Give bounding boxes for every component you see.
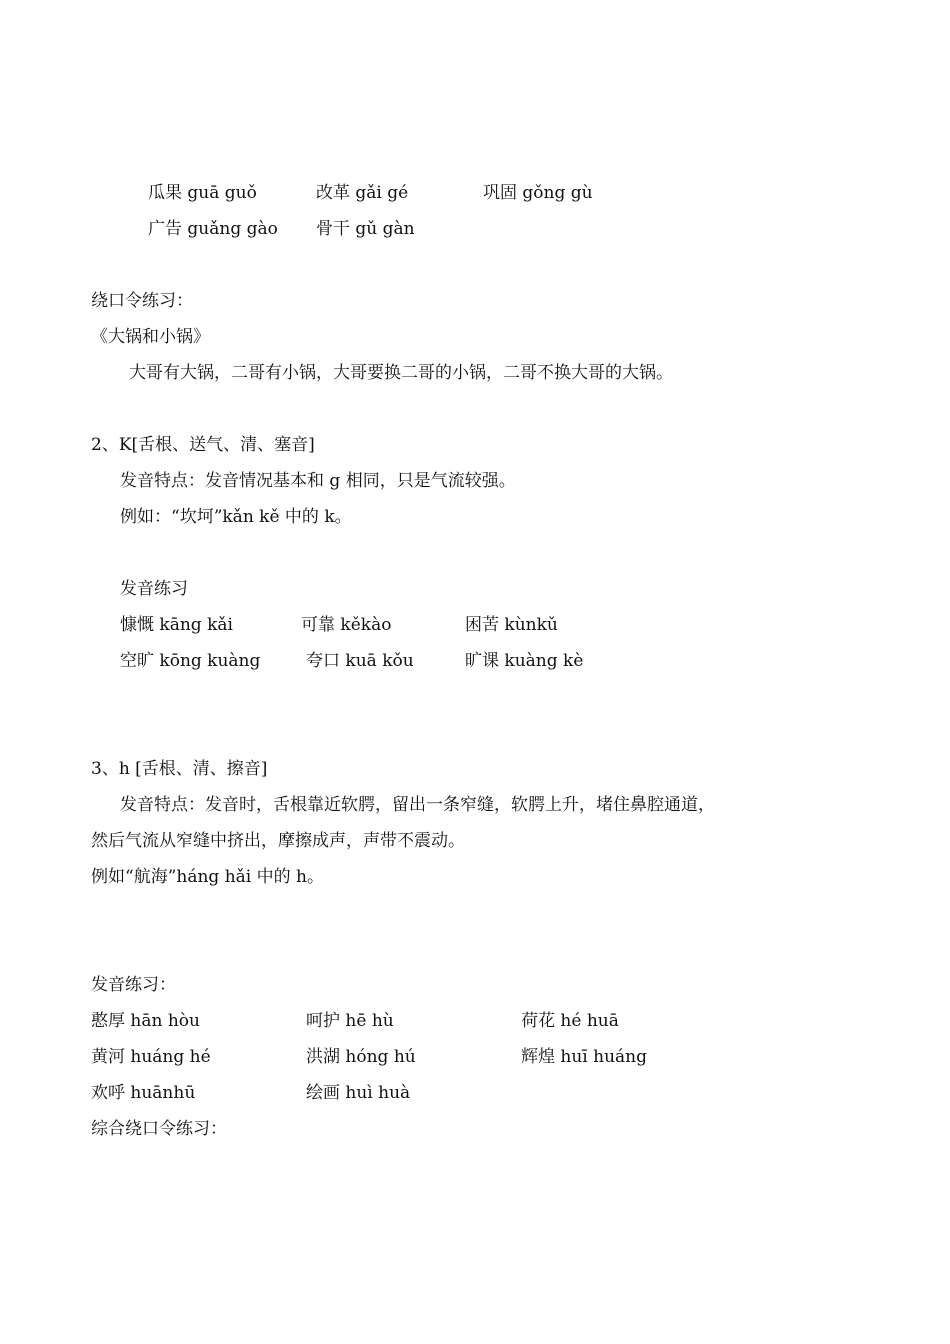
word-kun-ku: 困苦 kùnkǔ bbox=[465, 615, 558, 635]
word-hui-hua: 绘画 huì huà bbox=[306, 1083, 411, 1103]
k-practice-heading: 发音练习 bbox=[120, 579, 188, 599]
word-hong-hu: 洪湖 hóng hú bbox=[306, 1047, 416, 1067]
h-feature-line2: 然后气流从窄缝中挤出，摩擦成声，声带不震动。 bbox=[91, 831, 465, 851]
word-gua-guo: 瓜果 guā guǒ bbox=[148, 183, 257, 203]
word-kong-kuang: 空旷 kōng kuàng bbox=[120, 651, 261, 671]
word-gu-gan: 骨干 gǔ gàn bbox=[316, 219, 415, 239]
word-he-hu: 呵护 hē hù bbox=[306, 1011, 394, 1031]
tongue-twister-title: 《大锅和小锅》 bbox=[91, 327, 210, 347]
word-gai-ge: 改革 gǎi gé bbox=[316, 183, 409, 203]
word-kua-kou: 夸口 kuā kǒu bbox=[306, 651, 414, 671]
word-guang-gao: 广告 guǎng gào bbox=[148, 219, 278, 239]
final-tongue-twister-heading: 综合绕口令练习： bbox=[91, 1119, 227, 1139]
word-huang-he: 黄河 huáng hé bbox=[91, 1047, 211, 1067]
h-section-heading: 3、h [舌根、清、擦音] bbox=[91, 759, 268, 779]
k-example: 例如：“坎坷”kǎn kě 中的 k。 bbox=[120, 507, 352, 527]
word-hui-huang: 辉煌 huī huáng bbox=[521, 1047, 648, 1067]
word-kang-kai: 慷慨 kāng kǎi bbox=[120, 615, 233, 635]
word-kuang-ke: 旷课 kuàng kè bbox=[465, 651, 584, 671]
tongue-twister-text: 大哥有大锅，二哥有小锅，大哥要换二哥的小锅，二哥不换大哥的大锅。 bbox=[129, 363, 673, 383]
word-huan-hu: 欢呼 huānhū bbox=[91, 1083, 196, 1103]
word-gong-gu: 巩固 gǒng gù bbox=[483, 183, 593, 203]
h-example: 例如“航海”háng hǎi 中的 h。 bbox=[91, 867, 324, 887]
h-feature-line1: 发音特点：发音时，舌根靠近软腭，留出一条窄缝，软腭上升，堵住鼻腔通道， bbox=[120, 795, 715, 815]
tongue-twister-heading: 绕口令练习： bbox=[91, 291, 193, 311]
word-han-hou: 憨厚 hān hòu bbox=[91, 1011, 200, 1031]
word-he-hua: 荷花 hé huā bbox=[521, 1011, 619, 1031]
word-ke-kao: 可靠 kěkào bbox=[301, 615, 392, 635]
h-practice-heading: 发音练习： bbox=[91, 975, 176, 995]
k-section-heading: 2、K[舌根、送气、清、塞音] bbox=[91, 435, 315, 455]
k-feature: 发音特点：发音情况基本和 g 相同，只是气流较强。 bbox=[120, 471, 516, 491]
